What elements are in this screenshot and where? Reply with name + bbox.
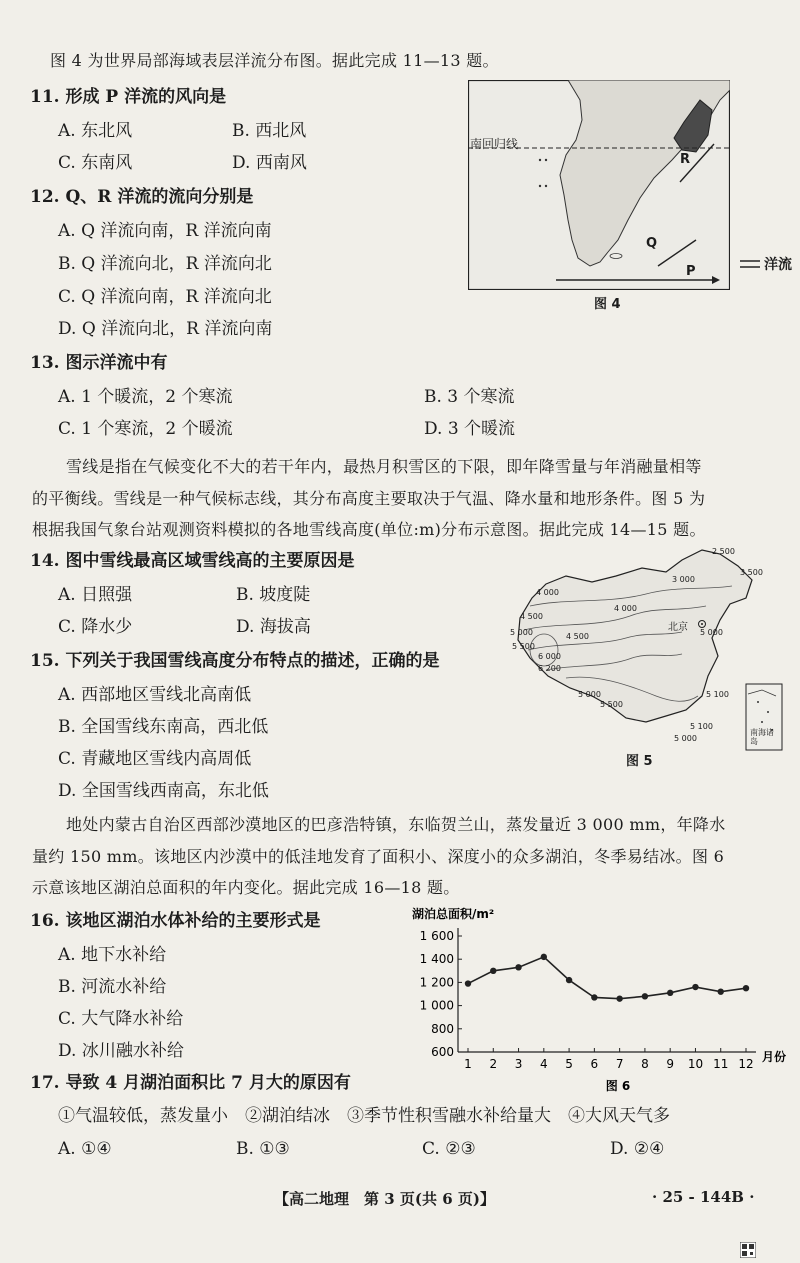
- fig5-contour-3000: 3 000: [672, 575, 695, 584]
- chart-xtick-label: 9: [666, 1057, 675, 1071]
- fig5-contour-5000: 5 000: [510, 628, 533, 637]
- q15-option-c[interactable]: C. 青藏地区雪线内高周低: [58, 749, 252, 769]
- fig5-contour-5000-c: 5 000: [578, 690, 601, 699]
- q13-option-d[interactable]: D. 3 个暖流: [424, 419, 516, 439]
- legend-current-icon: [738, 256, 764, 272]
- q16-option-d[interactable]: D. 冰川融水补给: [58, 1041, 184, 1061]
- chart-ytick-label: 800: [431, 1021, 454, 1036]
- fig5-contour-5500: 5 500: [512, 642, 535, 651]
- fig4-label-r: R: [680, 152, 691, 167]
- chart-title: 图 6: [605, 1079, 631, 1093]
- q12-option-d[interactable]: D. Q 洋流向北，R 洋流向南: [58, 319, 273, 339]
- chart-point: [642, 993, 648, 999]
- lake-area-line-chart: [400, 900, 800, 1096]
- fig5-beijing-label: 北京: [668, 622, 688, 633]
- q14-option-d[interactable]: D. 海拔高: [236, 617, 311, 637]
- fig5-contour-4500: 4 500: [520, 612, 543, 621]
- qr-code-icon: [740, 1242, 756, 1258]
- chart-series-line: [468, 957, 746, 999]
- chart-xtick-label: 12: [738, 1057, 754, 1071]
- fig5-contour-4000-a: 4 000: [536, 588, 559, 597]
- q11-option-c[interactable]: C. 东南风: [58, 153, 133, 173]
- chart-point: [743, 985, 749, 991]
- q13-option-a[interactable]: A. 1 个暖流，2 个寒流: [58, 387, 233, 407]
- chart-point: [692, 984, 698, 990]
- q14-option-a[interactable]: A. 日照强: [58, 585, 133, 605]
- fig5-contour-4500-b: 4 500: [566, 632, 589, 641]
- fig5-inset-label: 南海诸岛: [750, 728, 774, 746]
- figure-6-chart: [400, 900, 800, 1096]
- chart-xtick-label: 8: [641, 1057, 649, 1071]
- chart-point: [490, 968, 496, 974]
- intro-lakes-line2: 量约 150 mm。该地区内沙漠中的低洼地发育了面积小、深度小的众多湖泊，冬季易结冰。图 6: [32, 847, 725, 866]
- fig5-contour-6000: 6 000: [538, 652, 561, 661]
- chart-point: [591, 994, 597, 1000]
- chart-ytick-label: 600: [431, 1045, 454, 1059]
- fig5-contour-4000-b: 4 000: [614, 604, 637, 613]
- question-11-stem: 11. 形成 P 洋流的风向是: [30, 87, 227, 107]
- fig4-label-p: P: [686, 264, 696, 279]
- chart-point: [541, 954, 547, 960]
- intro-lakes-line1: 地处内蒙古自治区西部沙漠地区的巴彦浩特镇，东临贺兰山，蒸发量近 3 000 mm，年降水: [66, 815, 726, 834]
- q14-option-b[interactable]: B. 坡度陡: [236, 585, 311, 605]
- fig4-caption: 图 4: [594, 297, 621, 312]
- chart-xtick-label: 10: [687, 1057, 704, 1071]
- chart-point: [718, 988, 724, 994]
- fig4-legend-label: 洋流: [764, 257, 792, 273]
- chart-point: [667, 990, 673, 996]
- figure-4-map: [468, 80, 730, 290]
- chart-xtick-label: 2: [489, 1057, 498, 1071]
- page-code: · 25 - 144B ·: [652, 1188, 755, 1206]
- chart-xtick-label: 4: [539, 1057, 548, 1071]
- intro-snowline-line2: 的平衡线。雪线是一种气候标志线，其分布高度主要取决于气温、降水量和地形条件。图 5 为: [32, 489, 706, 508]
- question-13-stem: 13. 图示洋流中有: [30, 353, 168, 373]
- chart-xtick-label: 11: [713, 1057, 729, 1071]
- chart-xtick-label: 6: [590, 1057, 599, 1071]
- q13-option-c[interactable]: C. 1 个寒流，2 个暖流: [58, 419, 233, 439]
- page-footer: 【高二地理 第 3 页(共 6 页)】: [274, 1190, 495, 1208]
- q16-option-c[interactable]: C. 大气降水补给: [58, 1009, 184, 1029]
- chart-point: [465, 980, 471, 986]
- q11-option-b[interactable]: B. 西北风: [232, 121, 307, 141]
- fig5-contour-6200: 6 200: [538, 664, 561, 673]
- fig5-contour-5100-b: 5 100: [690, 722, 713, 731]
- chart-point: [515, 964, 521, 970]
- q15-option-d[interactable]: D. 全国雪线西南高，东北低: [58, 781, 269, 801]
- q16-option-b[interactable]: B. 河流水补给: [58, 977, 167, 997]
- intro-snowline-line1: 雪线是指在气候变化不大的若干年内，最热月积雪区的下限，即年降雪量与年消融量相等: [66, 457, 702, 476]
- chart-xtick-label: 1: [464, 1057, 472, 1071]
- q11-option-d[interactable]: D. 西南风: [232, 153, 307, 173]
- chart-ytick-label: 1 000: [419, 998, 454, 1013]
- question-16-stem: 16. 该地区湖泊水体补给的主要形式是: [30, 911, 321, 931]
- fig5-contour-3500: 3 500: [740, 568, 763, 577]
- intro-lakes-line3: 示意该地区湖泊总面积的年内变化。据此完成 16—18 题。: [32, 878, 460, 897]
- question-14-stem: 14. 图中雪线最高区域雪线高的主要原因是: [30, 551, 355, 571]
- chart-xtick-label: 3: [514, 1057, 523, 1071]
- chart-ylabel: 湖泊总面积/m²: [412, 907, 495, 921]
- q17-option-b[interactable]: B. ①③: [236, 1139, 290, 1159]
- q12-option-c[interactable]: C. Q 洋流向南，R 洋流向北: [58, 287, 272, 307]
- intro-fig4: 图 4 为世界局部海域表层洋流分布图。据此完成 11—13 题。: [50, 51, 499, 70]
- chart-xtick-label: 5: [565, 1057, 573, 1071]
- chart-ytick-label: 1 600: [419, 929, 454, 943]
- q11-option-a[interactable]: A. 东北风: [58, 121, 133, 141]
- fig5-contour-5000-d: 5 000: [674, 734, 697, 743]
- fig5-contour-2500: 2 500: [712, 547, 735, 556]
- q17-option-c[interactable]: C. ②③: [422, 1139, 476, 1159]
- fig5-caption: 图 5: [626, 754, 653, 769]
- q13-option-b[interactable]: B. 3 个寒流: [424, 387, 515, 407]
- q16-option-a[interactable]: A. 地下水补给: [58, 945, 167, 965]
- chart-point: [566, 977, 572, 983]
- q14-option-c[interactable]: C. 降水少: [58, 617, 133, 637]
- q17-option-a[interactable]: A. ①④: [58, 1139, 112, 1159]
- fig5-contour-5500-b: 5 500: [600, 700, 623, 709]
- fig4-tropic-label: 南回归线: [470, 137, 519, 151]
- fig5-contour-5000-b: 5 000: [700, 628, 723, 637]
- chart-point: [616, 995, 622, 1001]
- q17-option-d[interactable]: D. ②④: [610, 1139, 665, 1159]
- question-15-stem: 15. 下列关于我国雪线高度分布特点的描述，正确的是: [30, 651, 440, 671]
- q17-statements: ①气温较低，蒸发量小 ②湖泊结冰 ③季节性积雪融水补给量大 ④大风天气多: [58, 1106, 670, 1126]
- chart-ytick-label: 1 200: [419, 975, 454, 990]
- q15-option-a[interactable]: A. 西部地区雪线北高南低: [58, 685, 252, 705]
- question-17-stem: 17. 导致 4 月湖泊面积比 7 月大的原因有: [30, 1073, 351, 1093]
- q15-option-b[interactable]: B. 全国雪线东南高，西北低: [58, 717, 269, 737]
- chart-xlabel: 月份: [762, 1050, 787, 1064]
- figure-5-map: [506, 546, 784, 756]
- q12-option-b[interactable]: B. Q 洋流向北，R 洋流向北: [58, 254, 272, 274]
- chart-ytick-label: 1 400: [419, 952, 454, 967]
- chart-xtick-label: 7: [615, 1057, 624, 1071]
- fig5-contour-5100-a: 5 100: [706, 690, 729, 699]
- fig4-label-q: Q: [646, 236, 658, 251]
- intro-snowline-line3: 根据我国气象台站观测资料模拟的各地雪线高度(单位:m)分布示意图。据此完成 14—15 题。: [32, 520, 706, 539]
- question-12-stem: 12. Q、R 洋流的流向分别是: [30, 187, 254, 207]
- q12-option-a[interactable]: A. Q 洋流向南，R 洋流向南: [58, 221, 272, 241]
